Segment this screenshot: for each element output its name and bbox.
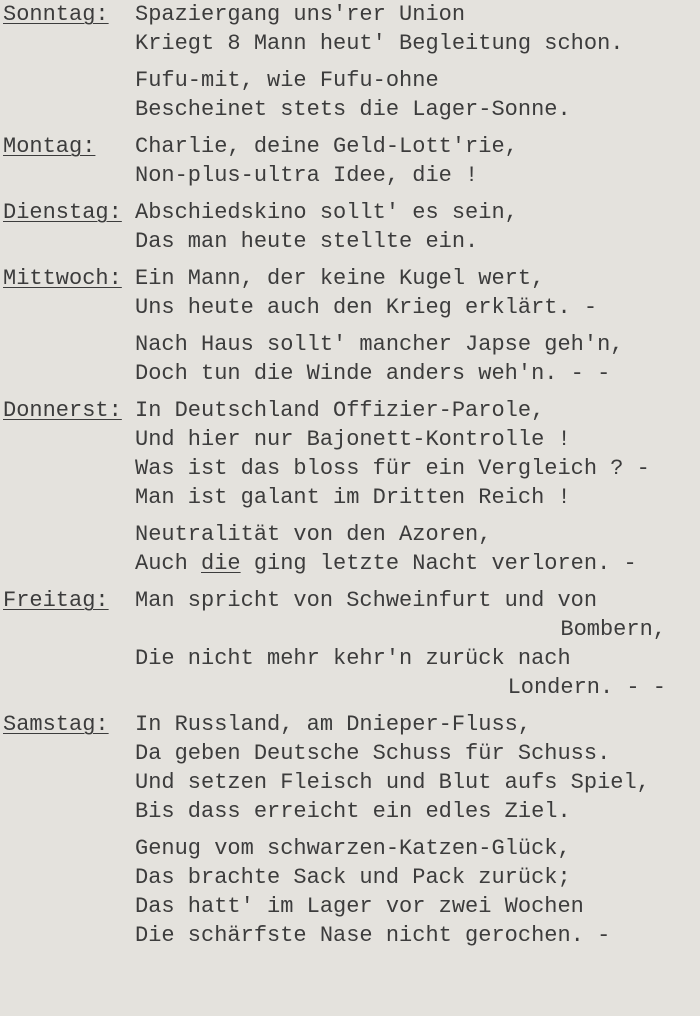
entry-donnerstag [3,396,700,578]
poem-line: Fufu-mit, wie Fufu-ohne [135,68,439,93]
day-label-dienstag: Dienstag: [3,200,122,225]
poem-line: Nach Haus sollt' mancher Japse geh'n, [135,332,624,357]
poem-line: Bescheinet stets die Lager-Sonne. [135,97,571,122]
poem-line [3,586,700,615]
entry-montag [3,132,700,190]
day-label-samstag: Samstag: [3,712,109,737]
poem-line: Und setzen Fleisch und Blut aufs Spiel, [135,770,650,795]
poem-line: Das man heute stellte ein. [135,229,479,254]
poem-line: Da geben Deutsche Schuss für Schuss. [135,741,611,766]
poem-line: Uns heute auch den Krieg erklärt. - [135,295,598,320]
poem-line: Bis dass erreicht ein edles Ziel. [135,799,571,824]
verse-text: Man spricht von Schweinfurt und von [135,588,598,613]
poem-line [3,264,700,293]
entry-freitag [3,586,700,702]
verse-text: In Russland, am Dnieper-Fluss, [135,712,532,737]
poem-line: Was ist das bloss für ein Vergleich ? - [135,456,650,481]
poem-line: Das hatt' im Lager vor zwei Wochen [135,894,584,919]
day-label-sonntag: Sonntag: [3,2,109,27]
day-label-freitag: Freitag: [3,588,109,613]
stanza [3,66,700,124]
poem-line-continuation: Bombern, [560,617,666,642]
stanza [3,330,700,388]
poem-line: Man ist galant im Dritten Reich ! [135,485,571,510]
verse-text: Spaziergang uns'rer Union [135,2,466,27]
underlined-word: die [201,551,241,576]
verse-text: Ein Mann, der keine Kugel wert, [135,266,545,291]
poem-line [3,396,700,425]
day-label-mittwoch: Mittwoch: [3,266,122,291]
entry-dienstag [3,198,700,256]
verse-text: In Deutschland Offizier-Parole, [135,398,545,423]
stanza [3,520,700,578]
poem-line: Neutralität von den Azoren, [135,522,492,547]
day-label-montag: Montag: [3,134,96,159]
poem-line: Genug vom schwarzen-Katzen-Glück, [135,836,571,861]
poem-line: Die schärfste Nase nicht gerochen. - [135,923,611,948]
verse-text: Auch [135,551,202,576]
poem-line [3,132,700,161]
poem-line [3,710,700,739]
poem-line: Non-plus-ultra Idee, die ! [135,163,479,188]
poem-line [3,0,700,29]
poem-line [3,198,700,227]
verse-text: Charlie, deine Geld-Lott'rie, [135,134,518,159]
entry-samstag [3,710,700,950]
entry-sonntag [3,0,700,124]
verse-text: ging letzte Nacht verloren. - [240,551,637,576]
poem-line: Das brachte Sack und Pack zurück; [135,865,571,890]
poem-line: Die nicht mehr kehr'n zurück nach [135,646,571,671]
stanza [3,834,700,950]
poem-line: Und hier nur Bajonett-Kontrolle ! [135,427,571,452]
poem-line: Doch tun die Winde anders weh'n. - - [135,361,611,386]
poem-line-continuation: Londern. - - [507,675,666,700]
verse-text: Abschiedskino sollt' es sein, [135,200,518,225]
day-label-donnerstag: Donnerst: [3,398,122,423]
poem-line [3,549,700,578]
entry-mittwoch [3,264,700,388]
poem-line: Kriegt 8 Mann heut' Begleitung schon. [135,31,624,56]
